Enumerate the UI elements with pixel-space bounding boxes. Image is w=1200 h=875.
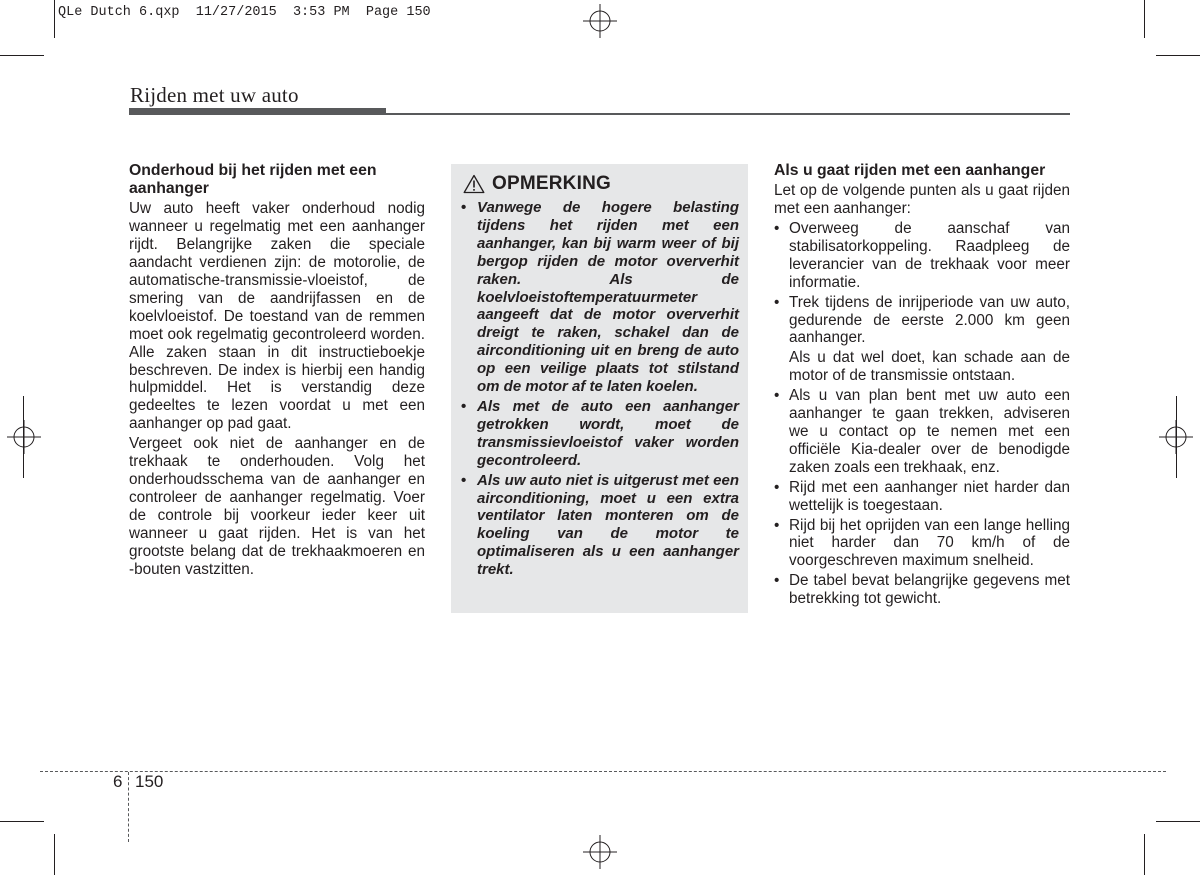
crop-mark [54, 834, 55, 875]
list-item [774, 220, 1070, 292]
right-list [774, 220, 1070, 608]
crop-mark [1156, 55, 1200, 56]
left-paragraph-2: Vergeet ook niet de aanhanger en de trekhaak te onderhouden. Volg het onderhoudsschema van de aanhanger en controleer de aanhanger regelmatig. Voer de controle bij voorkeur ieder keer uit wanneer u gaat rijden. Het is van het grootste belang dat de trekhaakmoeren en -bouten vastzitten. [129, 435, 425, 578]
chapter-number: 6 [113, 772, 123, 791]
notice-title: OPMERKING [492, 173, 611, 194]
list-item-text: Rijd met een aanhanger niet harder dan wettelijk is toegestaan. [789, 478, 1070, 514]
notice-item-text: Vanwege de hogere belasting tijdens het rijden met een aanhanger, kan bij warm weer of bij bergop rijden de motor oververhit raken. Als de koelvloeistoftemperatuurmeter aangeeft dat de motor oververhit dreigt te raken, schakel dan de airconditioning uit en breng de auto op een veilige plaats tot stilstand om de motor af te laten koelen. [477, 199, 739, 396]
crop-mark [1144, 834, 1145, 875]
list-item-text: Overweeg de aanschaf van stabilisatorkoppeling. Raadpleeg de leverancier van de trekhaak voor meer informatie. [789, 220, 1070, 291]
crop-mark [1144, 0, 1145, 38]
list-item [774, 517, 1070, 571]
section-title: Rijden met uw auto [130, 83, 299, 107]
bullet: • [774, 387, 780, 405]
left-heading: Onderhoud bij het rijden met een aanhanger [129, 162, 377, 198]
notice-item-text: Als uw auto niet is uitgerust met een airconditioning, moet u een extra ventilator laten monteren om de koeling van de motor te optimaliseren als u een aanhanger trekt. [477, 471, 739, 579]
registration-line-left [23, 396, 24, 478]
bullet: • [461, 199, 467, 216]
notice-item [461, 199, 739, 396]
right-heading: Als u gaat rijden met een aanhanger [774, 162, 1046, 179]
crop-mark [0, 55, 44, 56]
header-rule-thin [386, 113, 1070, 115]
bullet: • [461, 397, 467, 415]
list-item [774, 572, 1070, 608]
list-item-text: Rijd bij het oprijden van een lange helling niet harder dan 70 km/h of de voorgeschreven maximum snelheid. [789, 516, 1070, 570]
notice-body [461, 199, 739, 579]
list-item-text: Trek tijdens de inrijperiode van uw auto, gedurende de eerste 2.000 km geen aanhanger. [789, 293, 1070, 347]
notice-header [463, 173, 611, 195]
crop-mark [0, 821, 44, 822]
left-paragraph-1: Uw auto heeft vaker onderhoud nodig wanneer u regelmatig met een aanhanger rijdt. Belangrijke zaken die speciale aandacht verdienen zijn: de motorolie, de automatische-transmissie-vloeistof, de smering van de aandrijfassen en de koelvloeistof. De toestand van de remmen moet ook regelmatig gecontroleerd worden. Alle zaken staan in dit instructieboekje beschreven. De index is hierbij een handig hulpmiddel. Het is verstandig deze gedeeltes te lezen voordat u met een aanhanger op pad gaat. [129, 200, 425, 433]
printer-slug: QLe Dutch 6.qxp 11/27/2015 3:53 PM Page 150 [58, 5, 431, 20]
bullet: • [461, 471, 467, 489]
right-intro: Let op de volgende punten als u gaat rijden met een aanhanger: [774, 182, 1070, 218]
bullet: • [774, 516, 780, 534]
warning-triangle-icon [463, 174, 485, 194]
header-rule-thick [129, 108, 386, 115]
bullet: • [774, 220, 780, 238]
notice-item-text: Als met de auto een aanhanger getrokken wordt, moet de transmissievloeistof vaker worden gecontroleerd. [477, 397, 739, 469]
list-item-text: Als u van plan bent met uw auto een aanhanger te gaan trekken, adviseren we u contact op te nemen met een officiële Kia-dealer over de benodigde zaken zoals een trekhaak, enz. [789, 387, 1070, 476]
list-item [774, 479, 1070, 515]
page-number: 150 [135, 772, 164, 791]
footer-dashed-divider [128, 772, 129, 842]
registration-line-right [1176, 396, 1177, 478]
left-column [129, 162, 425, 578]
notice-item [461, 472, 739, 579]
registration-mark-top [583, 4, 617, 38]
footer-dashed-rule [40, 771, 1166, 772]
list-item [774, 294, 1070, 386]
registration-mark-left [7, 420, 41, 454]
bullet: • [774, 293, 780, 311]
list-item-extra: Als u dat wel doet, kan schade aan de motor of de transmissie ontstaan. [789, 349, 1070, 385]
registration-mark-bottom [583, 835, 617, 869]
bullet: • [774, 478, 780, 496]
left-body [129, 200, 425, 578]
crop-mark [54, 0, 55, 38]
crop-mark [1156, 821, 1200, 822]
list-item [774, 387, 1070, 477]
right-column [774, 162, 1070, 608]
bullet: • [774, 572, 780, 590]
list-item-text: De tabel bevat belangrijke gegevens met betrekking tot gewicht. [789, 572, 1070, 608]
notice-item [461, 398, 739, 470]
